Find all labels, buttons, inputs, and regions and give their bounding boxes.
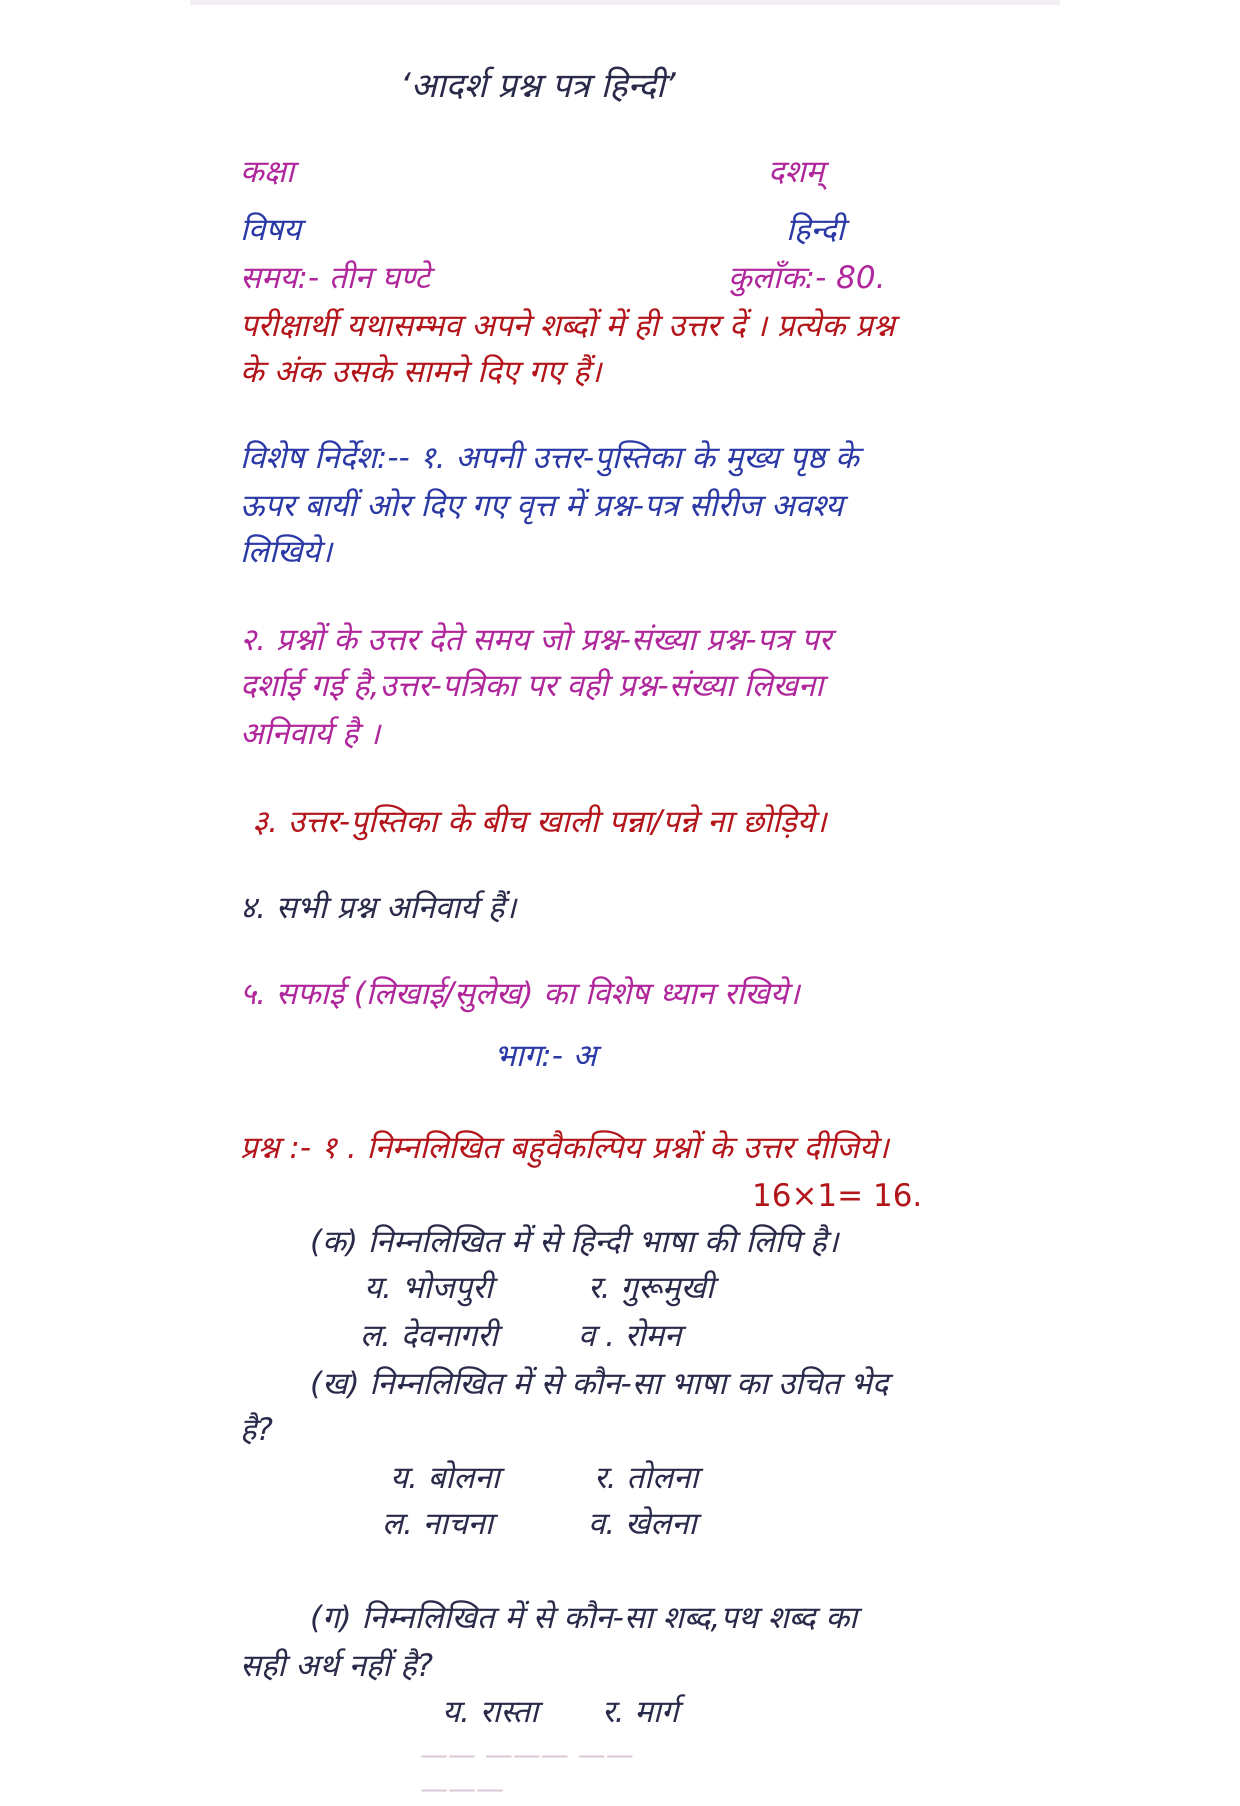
subq-kha-text-line-2: है? [240, 1412, 273, 1448]
subq-ga-option-r: र. मार्ग [602, 1694, 679, 1730]
subject-value: हिन्दी [786, 212, 845, 248]
subq-kha-option-r: र. तोलना [594, 1460, 699, 1496]
subq-ka-option-v: व . रोमन [578, 1318, 682, 1354]
subject-label: विषय [240, 212, 302, 248]
subq-kha-option-y: य. बोलना [390, 1460, 500, 1496]
special-instruction-2-line-1: २. प्रश्नों के उत्तर देते समय जो प्रश्न-संख्या प्रश्न-पत्र पर [240, 622, 832, 658]
special-instruction-1-line-3: लिखिये। [240, 534, 333, 570]
subq-kha-text-line-1: (ख) निम्नलिखित में से कौन-सा भाषा का उचित भेद [310, 1366, 889, 1402]
cut-off-line: —— ——— —— ——— [420, 1738, 634, 1805]
total-marks-text: कुलाँक:- 80. [728, 260, 886, 296]
question-1-marks: 16×1= 16. [752, 1178, 923, 1214]
subq-kha-option-v: व. खेलना [588, 1506, 697, 1542]
subq-ga-option-y: य. रास्ता [442, 1694, 539, 1730]
special-instruction-3: ३. उत्तर-पुस्तिका के बीच खाली पन्ना/पन्ने ना छोड़िये। [252, 804, 827, 840]
section-title: भाग:- अ [494, 1038, 597, 1074]
general-instruction-line-2: के अंक उसके सामने दिए गए हैं। [240, 354, 602, 390]
subq-ka-option-l: ल. देवनागरी [360, 1318, 498, 1354]
question-1-text: प्रश्न :- १ . निम्नलिखित बहुवैकल्पिय प्रश्नों के उत्तर दीजिये। [240, 1130, 889, 1166]
class-label: कक्षा [240, 154, 295, 190]
special-instruction-2-line-3: अनिवार्य है । [240, 716, 381, 752]
subq-ga-text-line-1: (ग) निम्नलिखित में से कौन-सा शब्द,पथ शब्द का [310, 1600, 858, 1636]
special-instruction-4: ४. सभी प्रश्न अनिवार्य हैं। [240, 890, 517, 926]
time-text: समय:- तीन घण्टे [240, 260, 431, 296]
class-value: दशम् [768, 154, 825, 190]
subq-kha-option-l: ल. नाचना [382, 1506, 493, 1542]
special-instruction-5: ५. सफाई (लिखाई/सुलेख) का विशेष ध्यान रखिये। [240, 976, 800, 1012]
special-instruction-1-line-2: ऊपर बायीं ओर दिए गए वृत्त में प्रश्न-पत्र सीरीज अवश्य [240, 488, 844, 524]
subq-ka-option-r: र. गुरूमुखी [588, 1270, 714, 1306]
subq-ka-text: (क) निम्नलिखित में से हिन्दी भाषा की लिपि है। [310, 1224, 839, 1260]
subq-ga-text-line-2: सही अर्थ नहीं है? [240, 1648, 434, 1684]
top-edge-bar [190, 0, 1060, 5]
special-instruction-2-line-2: दर्शाई गई है,उत्तर-पत्रिका पर वही प्रश्न-संख्या लिखना [240, 668, 824, 704]
general-instruction-line-1: परीक्षार्थी यथासम्भव अपने शब्दों में ही उत्तर दें । प्रत्येक प्रश्न [240, 308, 895, 344]
paper-title: ‘आदर्श प्रश्न पत्र हिन्दी’ [400, 66, 676, 106]
subq-ka-option-y: य. भोजपुरी [364, 1270, 493, 1306]
special-instruction-1-line-1: विशेष निर्देश:-- १. अपनी उत्तर-पुस्तिका के मुख्य पृष्ठ के [240, 440, 859, 476]
